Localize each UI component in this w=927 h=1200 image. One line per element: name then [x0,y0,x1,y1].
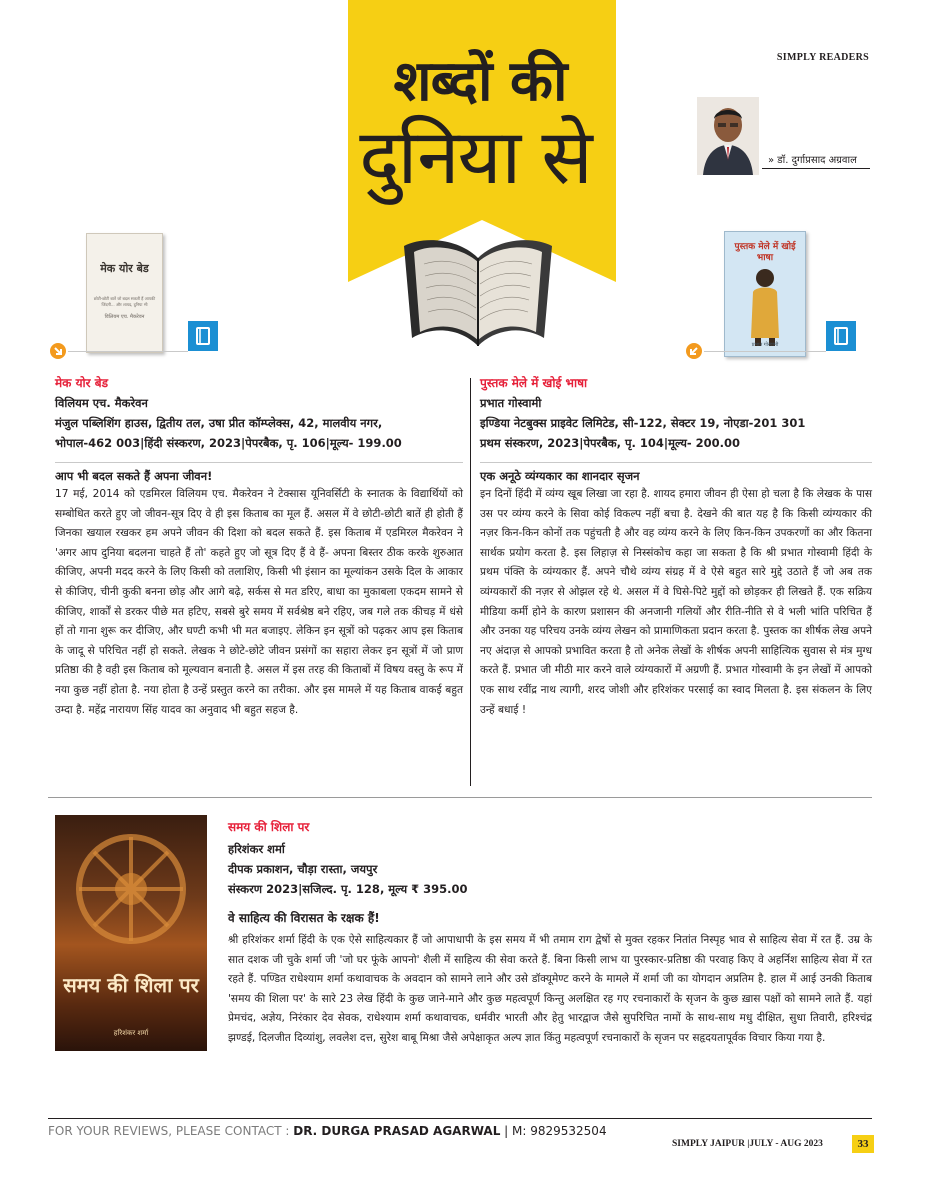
cover-subtitle: छोटी-छोटी बातें जो बदल सकती हैं आपकी जिंदगी... और शायद, दुनिया भी [93,296,156,307]
page-number: 33 [852,1135,874,1153]
book-edition-price: भोपाल-462 003|हिंदी संस्करण, 2023|पेपरबैक, पृ. 106|मूल्य- 199.00 [55,436,402,450]
columnist-rule [762,168,870,169]
cover-author: विलियम एच. मैकरेवन [104,314,145,320]
section-rule [480,462,872,463]
book-review-2 [480,374,872,720]
book-author: हरिशंकर शर्मा [228,842,285,856]
section-tag: SIMPLY READERS [776,52,869,63]
review-text: श्री हरिशंकर शर्मा हिंदी के एक ऐसे साहित्यकार हैं जो आपाधापी के इस समय में भी तमाम राग द्वेषों से मुक्त रहकर नितांत निस्पृह भाव से साहित्य सेवा में रत हैं. उम्र के सात दशक जी चुके शर्मा जी 'जो घर फूंके आपनो' शैली में साहित्य की सेवा करते हैं. बिना किसी लाभ या पुरस्कार-प्रतिष्ठा की परवाह किए वे अहर्निश साहित्य सेवा में रत रहते हैं. पण्डित राधेश्याम शर्मा कथावाचक के अवदान को सामने लाने और उसे डॉक्यूमेण्ट करने के मामले में शर्मा जी का योगदान अप्रतिम है. हाल में आई उनकी किताब 'समय की शिला पर' के सारे 23 लेख हिंदी के कुछ जाने-माने और कुछ महत्वपूर्ण किन्तु अलक्षित रह गए रचनाकारों के सृजन के कुछ ख़ास पक्षों को सामने लाते हैं. यहां प्रेमचंद, अज्ञेय, निरंकार देव सेवक, राधेश्याम शर्मा कथावाचक, धर्मवीर भारती और हेतु भारद्वाज जैसे सुपरिचित नामों के साथ-साथ मधु दीक्षित, सुधा तिवारी, हरिश्चंद्र झण्डई, दिलजीत दिव्यांशु, लवलेश दत्त, सुरेश बाबू मिश्रा जैसे अपेक्षाकृत अल्प ज्ञात किंतु महत्वपूर्ण रचनाकारों के सृजन पर सहृदयतापूर्वक विचार किया गया है. [228,934,872,1044]
book-publisher: मंजुल पब्लिशिंग हाउस, द्वितीय तल, उषा प्रीत कॉम्प्लेक्स, 42, मालवीय नगर, [55,416,383,430]
book-title: पुस्तक मेले में खोई भाषा [480,376,588,390]
book-cover-samay-ki-shila-par [55,815,207,1051]
footer-contact [48,1124,607,1138]
book-edition-price: प्रथम संस्करण, 2023|पेपरबैक, पृ. 104|मूल्य- 200.00 [480,436,741,450]
book-title: मेक योर बेड [55,376,108,390]
cover-title: मेक योर बेड [100,262,149,275]
book-review-3 [228,818,872,926]
column-title-line1: शब्दों की [393,49,567,114]
review-subheading: वे साहित्य की विरासत के रक्षक हैं! [228,911,380,925]
footer-rule [48,1118,872,1119]
contact-name: DR. DURGA PRASAD AGARWAL [293,1124,501,1138]
book-icon [826,321,856,351]
book-publisher: दीपक प्रकाशन, चौड़ा रास्ता, जयपुर [228,862,378,876]
book-publisher: इण्डिया नेटबुक्स प्राइवेट लिमिटेड, सी-122, सेक्टर 19, नोएडा-201 301 [480,416,806,430]
magazine-issue: SIMPLY JAIPUR |JULY - AUG 2023 [672,1139,823,1149]
section-divider [48,797,872,798]
book-edition-price: संस्करण 2023|सजिल्द. पृ. 128, मूल्य ₹ 395.00 [228,882,468,896]
cover-author: हरिशंकर शर्मा [113,1029,149,1037]
book-cover-make-your-bed [86,233,163,353]
open-book-illustration [398,228,558,350]
book-author: प्रभात गोस्वामी [480,396,542,410]
columnist-photo [697,97,759,175]
contact-phone: | M: 9829532504 [500,1124,607,1138]
column-divider [470,378,471,786]
book-title: समय की शिला पर [228,820,310,834]
cover-baseline-rule [68,351,188,352]
arrow-down-left-icon [686,343,702,359]
cover-baseline-rule [704,351,826,352]
review-text: इन दिनों हिंदी में व्यंग्य खूब लिखा जा रहा है. शायद हमारा जीवन ही ऐसा हो चला है कि लेखक के पास उस पर व्यंग्य करने के सिवा कोई विकल्प नहीं बचा है. देखने की बात यह है कि किसी व्यंग्यकार की नज़र किन-किन कोनों तक पहुंचती है और वह व्यंग्य करने के लिए किन-किन उपकरणों का और कितना सार्थक प्रयोग करता है. इस लिहाज़ से निस्संकोच कहा जा सकता है कि श्री प्रभात गोस्वामी हिंदी के प्रथम पंक्ति के व्यंग्यकार हैं. अपने चौथे व्यंग्य संग्रह में वे ऐसे बहुत सारे मुद्दे उठाते हैं जो अब तक व्यंग्यकारों की नज़र से ओझल रहे थे. असल में वे घिसे-पिटे मुद्दों को छोड़कर ही लिखते हैं. एक सक्रिय मीडिया कर्मी होने के कारण प्रशासन की अनजानी गलियों और रीति-नीति से वे भली भांति परिचित हैं और उनका यह परिचय उनके व्यंग्य लेखन को प्रामाणिकता प्रदान करता है. पुस्तक का शीर्षक लेख अपने नए अंदाज़ से आपको प्रभावित करता है तो अनेक लेखों के शीर्षक अपनी साहित्यिक सुवास से मंत्र मुग्ध करते हैं. प्रभात जी मीठी मार करने वाले व्यंग्यकारों में अग्रणी हैं. प्रभात गोस्वामी के इन लेखों में आपको एक साथ रवींद्र नाथ त्यागी, शरद जोशी और हरिशंकर परसाई का स्वाद मिलता है. इस संकलन के लिए उन्हें बधाई ! [480,488,872,716]
columnist-name: » डॉ. दुर्गाप्रसाद अग्रवाल [768,155,857,166]
cover-title: समय की शिला पर [63,973,199,997]
section-rule [55,462,463,463]
review-subheading: एक अनूठे व्यंग्यकार का शानदार सृजन [480,469,640,483]
review-subheading: आप भी बदल सकते हैं अपना जीवन! [55,469,213,483]
cover-title: पुस्तक मेले में खोई भाषा [734,242,796,263]
book-author: विलियम एच. मैकरेवन [55,396,148,410]
column-title-line2: दुनिया से [359,112,591,201]
arrow-down-right-icon [50,343,66,359]
contact-label: FOR YOUR REVIEWS, PLEASE CONTACT : [48,1124,294,1138]
review-text: 17 मई, 2014 को एडमिरल विलियम एच. मैकरेवन ने टेक्सास यूनिवर्सिटी के स्नातक के विद्यार्थियों को सम्बोधित करते हुए जो जीवन-सूत्र दिए वे ही इस किताब का मूल हैं. असल में वे छोटी-छोटी बातें ही होती हैं जिनका खयाल रखकर हम अपने जीवन की दिशा को बदल सकते हैं. इस किताब में एडमिरल मैकरेवन ने 'अगर आप दुनिया बदलना चाहते हैं तो' कहते हुए जो सूत्र दिए हैं वे हैं- अपना बिस्तर ठीक करके शुरुआत कीजिए, अपनी मदद करने के लिए किसी को तलाशिए, किसी भी इंसान का मूल्यांकन उसके दिल के आकार से कीजिए, चीनी कुकी बनना छोड़ और आगे बढ़े, सर्कस से मत डरिए, बाधा का मुकाबला एकदम सामने से कीजिए, शार्कों से डरकर पीछे मत हटिए, सबसे बुरे समय में सर्वश्रेष्ठ बने रहिए, जब गले तक कीचड़ में धंसे हों तो गाना शुरू कर दीजिए, और घण्टी कभी भी मत बजाइए. लेकिन इन सूत्रों को पढ़कर आप इस किताब के जादू से परिचित नहीं हो सकते. लेखक ने छोटे-छोटे जीवन प्रसंगों का सहारा लेकर इन सूत्रों में जो प्राण प्रतिष्ठा की है वही इस किताब को मूल्यवान बनाती है. असल में इस तरह की किताबों में विषय वस्तु के रूप में नया कुछ नहीं होता है. नया होता है उन्हें प्रस्तुत करने का तरीका. और इस मामले में यह किताब वाकई बहुत उम्दा है. महेंद्र नारायण सिंह यादव का अनुवाद भी बहुत सहज है. [55,488,464,716]
book-cover-pustak-mele-mein [724,231,806,357]
cover-author: प्रभात गोस्वामी [751,342,779,348]
book-review-1 [55,374,463,720]
book-icon [188,321,218,351]
